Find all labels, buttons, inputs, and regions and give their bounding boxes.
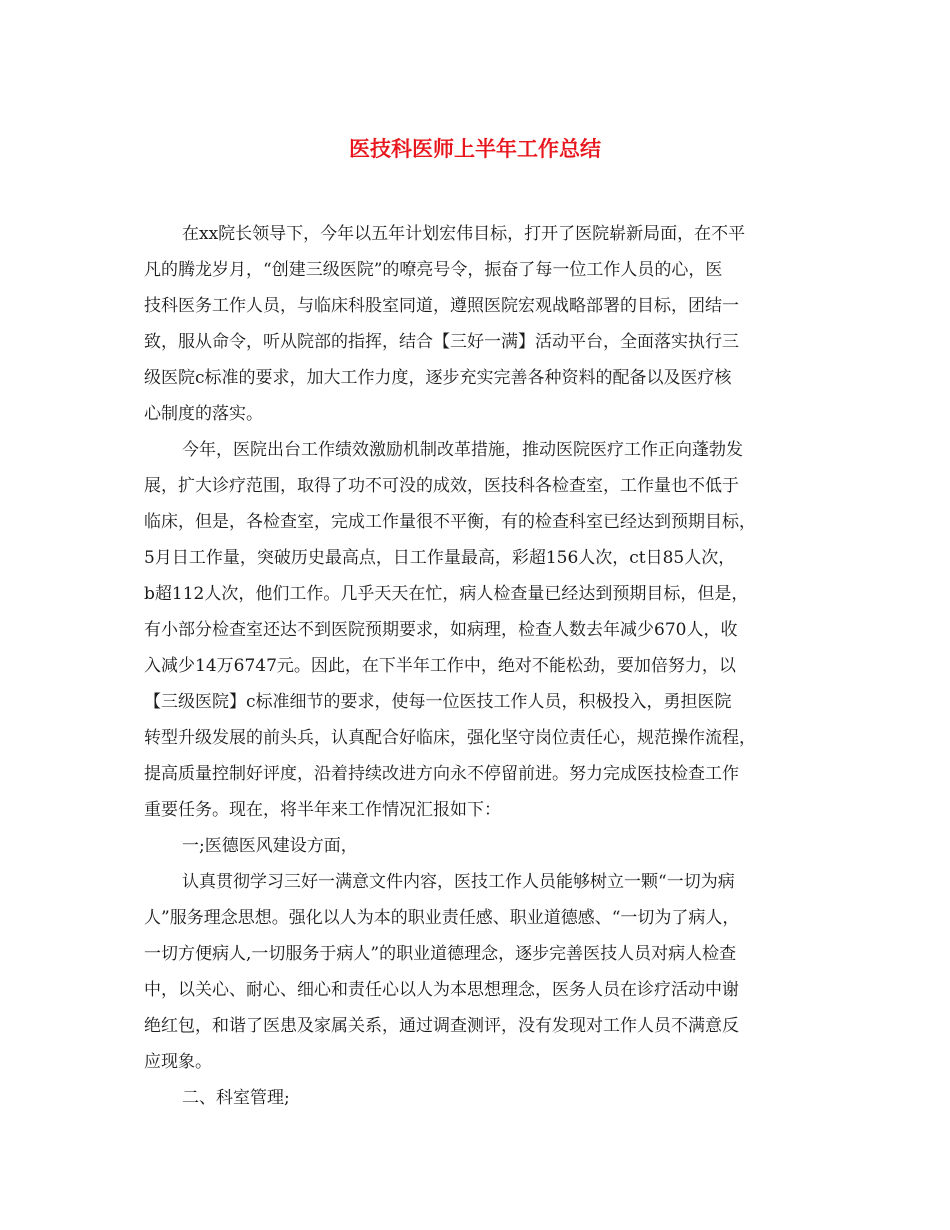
text-line: 级医院c标准的要求，加大工作力度，逐步充实完善各种资料的配备以及医疗核 bbox=[144, 368, 732, 388]
section-heading: 二、科室管理; bbox=[182, 1088, 290, 1108]
text-line: 展，扩大诊疗范围，取得了功不可没的成效，医技科各检查室，工作量也不低于 bbox=[144, 476, 739, 496]
text-line: 提高质量控制好评度，沿着持续改进方向永不停留前进。努力完成医技检查工作 bbox=[144, 764, 739, 784]
text-line: 应现象。 bbox=[144, 1052, 212, 1072]
text-line: 临床，但是，各检查室，完成工作量很不平衡，有的检查科室已经达到预期目标， bbox=[144, 512, 756, 532]
text-line: 有小部分检查室还达不到医院预期要求，如病理，检查人数去年减少670人，收 bbox=[144, 620, 738, 640]
document-title: 医技科医师上半年工作总结 bbox=[349, 136, 601, 161]
text-line: 5月日工作量，突破历史最高点，日工作量最高，彩超156人次，ct日85人次， bbox=[144, 548, 736, 568]
text-line: 心制度的落实。 bbox=[144, 404, 263, 424]
text-line: 认真贯彻学习三好一满意文件内容，医技工作人员能够树立一颗“一切为病 bbox=[182, 872, 735, 892]
text-line: 人”服务理念思想。强化以人为本的职业责任感、职业道德感、“一切为了病人， bbox=[144, 908, 740, 928]
text-line: b超112人次，他们工作。几乎天天在忙，病人检查量已经达到预期目标，但是， bbox=[144, 584, 749, 604]
text-line: 绝红包，和谐了医患及家属关系，通过调查测评，没有发现对工作人员不满意反 bbox=[144, 1016, 739, 1036]
section-heading: 一;医德医风建设方面， bbox=[182, 836, 358, 856]
text-line: 一切方便病人,一切服务于病人”的职业道德理念，逐步完善医技人员对病人检查 bbox=[144, 944, 737, 964]
text-line: 凡的腾龙岁月，“创建三级医院”的嘹亮号令，振奋了每一位工作人员的心，医 bbox=[144, 260, 723, 280]
text-line: 今年，医院出台工作绩效激励机制改革措施，推动医院医疗工作正向蓬勃发 bbox=[182, 440, 743, 460]
text-line: 重要任务。现在，将半年来工作情况汇报如下： bbox=[144, 800, 501, 820]
text-line: 中，以关心、耐心、细心和责任心以人为本思想理念，医务人员在诊疗活动中谢 bbox=[144, 980, 739, 1000]
text-line: 入减少14万6747元。因此，在下半年工作中，绝对不能松劲，要加倍努力，以 bbox=[144, 656, 736, 676]
text-line: 致，服从命令，听从院部的指挥，结合【三好一满】活动平台，全面落实执行三 bbox=[144, 332, 739, 352]
text-line: 转型升级发展的前头兵，认真配合好临床，强化坚守岗位责任心，规范操作流程， bbox=[144, 728, 756, 748]
text-line: 技科医务工作人员，与临床科股室同道，遵照医院宏观战略部署的目标，团结一 bbox=[144, 296, 739, 316]
text-line: 【三级医院】c标准细节的要求，使每一位医技工作人员，积极投入，勇担医院 bbox=[144, 692, 732, 712]
text-line: 在xx院长领导下，今年以五年计划宏伟目标，打开了医院崭新局面，在不平 bbox=[182, 224, 746, 244]
